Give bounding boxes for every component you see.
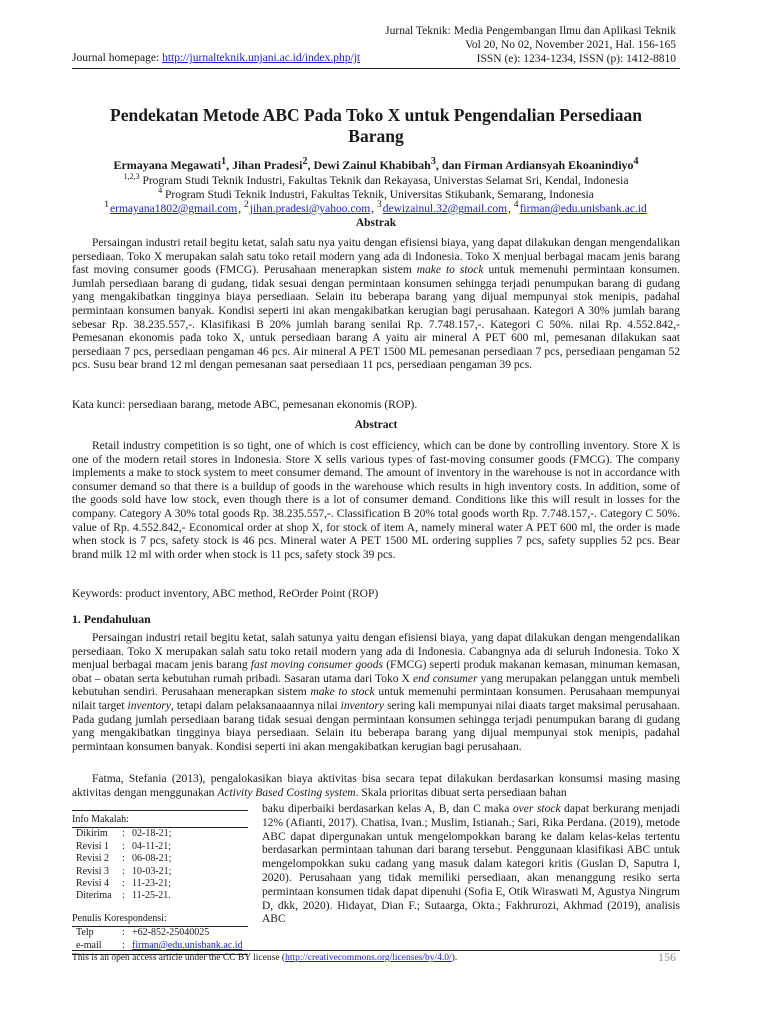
journal-name: Jurnal Teknik: Media Pengembangan Ilmu dan Aplikasi Teknik [385,25,676,37]
paper-title [72,105,680,147]
author-emails: $^1$ermayana1802@gmail.com, $^2$jihan.pradesi@yahoo.com, $^3$dewizainul.32@gmail.com, $^4$firman@edu.unisbank.ac.id [104,199,647,215]
info-row: Diterima : 11-25-21. [76,890,171,902]
journal-homepage [72,52,360,64]
affiliation-1: $^{1,2,3}$ Program Studi Teknik Industri, Fakultas Teknik dan Rekayasa, Universtas Selamat Sri, Kendal, Indonesia [123,172,629,187]
license-link[interactable]: http://creativecommons.org/licenses/by/4.0/ [285,953,452,963]
article-info-box [72,810,248,955]
title-line-1: Pendekatan Metode ABC Pada Toko X untuk Pengendalian Persediaan [110,105,642,125]
info-email: e-mail : firman@edu.unisbank.ac.id [76,939,243,951]
info-heading: Info Makalah: [72,810,248,828]
intro-paragraph-2-continued: baku diperbaiki berdasarkan kelas A, B, dan C maka over stock dapat berkurang menjadi 12% (Afianti, 2017). Chatisa, Ivan.; Muslim, Istianah.; Sari, Rika Perdana. (2019), metode ABC dapat dipergunakan untuk mengelompokkan barang ke dalam kelas-kelas tertentu berdasarkan permintaan tahunan dari barang tersebut. Penggunaan klasifikasi ABC untuk mengelompokkan suku cadang yang masuk dalam kategori kritis (Guslan D, Saputra I, 2020). Perusahaan yang tidak memiliki persediaan, akan menanggung resiko serta permintaan konsumen tidak dapat dipenuhi (Sofia E, Otik Wiraswati M, Agustya Ningrum D, dkk, 2020). Hidayat, Dian F.; Sutaarga, Okta.; Fakhrurozi, Akhmad (2019), analisis ABC [262,803,680,926]
author-list: Ermayana Megawati$^1$, Jihan Pradesi$^2$, Dewi Zainul Khabibah$^3$, dan Firman Ardiansyah Ekoanindiyo$^4$ [113,156,639,172]
email-link-4[interactable]: firman@edu.unisbank.ac.id [519,202,647,215]
affiliation-2: $^4$ Program Studi Teknik Industri, Fakultas Teknik, Universitas Stikubank, Semarang, Indonesia [158,186,594,201]
email-link-2[interactable]: jihan.pradesi@yahoo.com [249,202,371,215]
abstract-paragraph: Retail industry competition is so tight, one of which is cost efficiency, which can be done by controlling inventory. Store X is one of the modern retail stores in Indonesia. Store X sells various types of fast-moving consumer goods (FMCG). The company implements a make to stock system to meet consumer demand. The amount of inventory in the warehouse is not in accordance with consumer demand so that there is a buildup of goods in the warehouse which results in high inventory costs. In addition, some of the goods sold have low stock, even though there is a lot of consumer demand. Conditions like this will result in losses for the company. Category A 30% total goods Rp. 38.235.557,-. Classification B 20% total goods worth Rp. 7.748.157,-. Category C 50%. value of Rp. 4.552.842,- Economical order at shop X, for stock of item A, namely mineral water A PET 600 ml, the order is made when stock is 7 pcs, safety stock is 46 pcs. Mineral water A PET 1500 ML ordering supplies 7 pcs, safety supplies 52 pcs. Bear brand milk 12 ml with order when stock is 11 pcs, safety stock 39 pcs. [72,440,680,561]
homepage-label: Journal homepage: [72,52,163,64]
intro-paragraph-1: Persaingan industri retail begitu ketat, salah satunya yaitu dengan efisiensi biaya, yang dapat dilakukan dengan mengendalikan persediaan. Toko X merupakan salah satu toko retail modern yang ada di Indonesia. Cabangnya ada di seluruh Indonesia. Toko X menjual berbagai macam jenis barang fast moving consumer goods (FMCG) seperti produk makanan kemasan, minuman kemasan, obat – obatan serta kebutuhan rumah pribadi. Sasaran utama dari Toko X end consumer yang merupakan pelanggan untuk membeli kebutuhan sendiri. Perusahaan menerapkan sistem make to stock untuk memenuhi permintaan konsumen. Perusahaan mempunyai nilait target inventory, tetapi dalam pelaksanaaannya nilai inventory sering kali mempunyai nilai diaats target maksimal perusahaan. Pada gudang jumlah persediaan barang tidak sesuai dengan permintaan konsumen sehingga terjadi penumpukan barang di gudang yang mengakibatkan tingginya biaya persediaan. Selain itu beberapa barang yang dijual mempunyai stok menipis, padahal permintaan konsumen banyak. Kondisi seperti ini akan mengakibatkan kerugian bagi perusahaan. [72,632,681,753]
journal-header [385,24,676,66]
abstract-heading: Abstract [354,419,398,431]
abstrak-keywords: Kata kunci: persediaan barang, metode ABC, pemesanan ekonomis (ROP). [72,399,418,411]
abstrak-heading: Abstrak [355,217,397,229]
corresponding-heading: Penulis Korespondensi: [72,913,248,927]
info-row: Revisi 2 : 06-08-21; [76,853,172,865]
intro-paragraph-2: Fatma, Stefania (2013), pengalokasikan biaya aktivitas bisa secara tepat dilakukan berdasarkan konsumsi masing masing aktivitas dengan menggunakan Activity Based Costing system. Skala prioritas dibuat serta persediaan bahan [72,773,680,799]
email-link-3[interactable]: dewizainul.32@gmail.com [382,202,508,215]
info-row: Dikirim : 02-18-21; [76,828,172,840]
journal-issn: ISSN (e): 1234-1234, ISSN (p): 1412-8810 [476,53,676,65]
email-link-1[interactable]: ermayana1802@gmail.com [110,202,238,215]
info-telp: Telp : +62-852-25040025 [76,927,210,939]
homepage-link[interactable]: http://jurnalteknik.unjani.ac.id/index.php/jt [162,52,361,64]
page-number: 156 [658,950,676,964]
abstract-keywords: Keywords: product inventory, ABC method, ReOrder Point (ROP) [72,588,379,600]
section-heading-pendahuluan: 1. Pendahuluan [72,612,151,626]
info-row: Revisi 3 : 10-03-21; [76,865,172,877]
info-row: Revisi 4 : 11-23-21; [76,878,172,890]
corresponding-email-link[interactable]: firman@edu.unisbank.ac.id [132,939,243,951]
info-rows [72,828,248,902]
license-notice: This is an open access article under the CC BY license (http://creativecommons.org/licenses/by/4.0/). [72,953,458,963]
header-rule [72,68,680,69]
info-row: Revisi 1 : 04-11-21; [76,840,172,852]
footer-rule [72,950,680,951]
journal-volume: Vol 20, No 02, November 2021, Hal. 156-165 [465,39,676,51]
title-line-2: Barang [348,126,404,146]
abstrak-paragraph: Persaingan industri retail begitu ketat, salah satu nya yaitu dengan efisiensi biaya, yang dapat dilakukan dengan mengendalikan persediaan. Toko X merupakan salah satu toko retail modern yang ada di Indonesia. Toko X menjual berbagai macam jenis barang fast moving consumer goods (FMCG). Perusahaan menerapkan sistem make to stock untuk memenuhi permintaan konsumen. Jumlah persediaan barang di gudang, tidak sesuai dengan permintaan konsumen sehingga terjadi penumpukan barang di gudang yang mengakibatkan tingginya biaya persediaan. Selain itu beberapa barang yang dijual mempunyai stok menipis, padahal permintaan konsumen banyak. Kondisi seperti ini akan mengakibatkan kerugian bagi perusahaan. Kategori A 30% jumlah barang sebesar Rp. 38.235.557,-. Klasifikasi B 20% jumlah barang senilai Rp. 7.748.157,-. Kategori C 50%. nilai Rp. 4.552.842,- Pemesanan ekonomis pada toko X, untuk persediaan barang A yaitu air mineral A PET 600 ml, pemesanan dilakukan saat persediaan 7 pcs, persediaan pengaman 46 pcs. Air mineral A PET 1500 ML pemesanan persediaan 7 pcs, persediaan pengaman 52 pcs. Susu bear brand 12 ml dengan pemesanan saat persediaan 11 pcs, persediaan pengaman 39 pcs. [72,237,680,372]
